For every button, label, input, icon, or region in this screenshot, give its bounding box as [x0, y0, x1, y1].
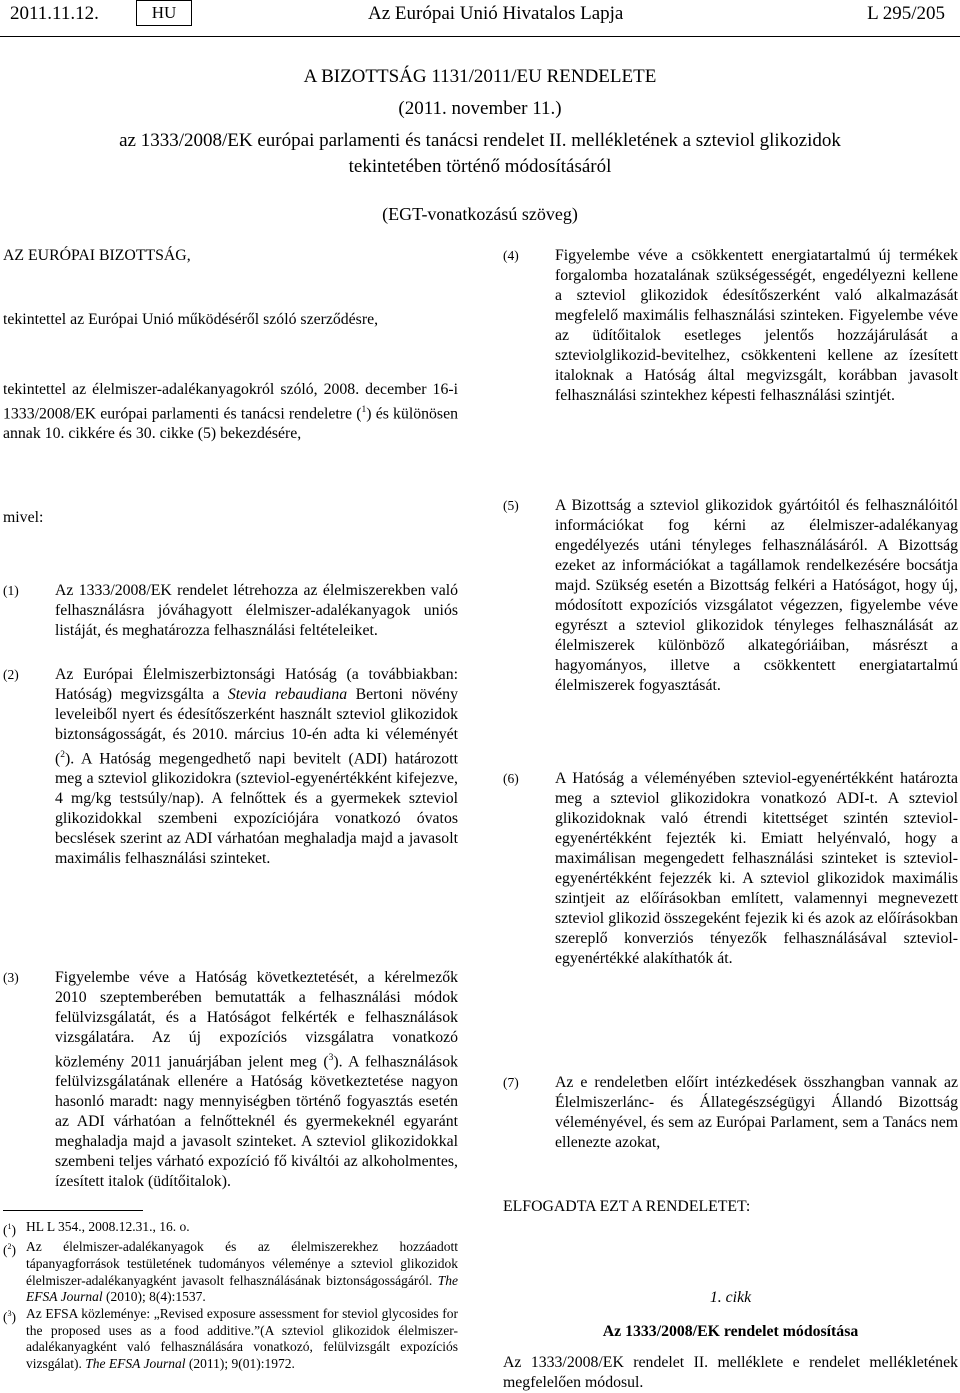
journal-title: The EFSA Journal	[85, 1356, 186, 1372]
language-code-box: HU	[136, 0, 192, 26]
footnote-ref-3: 3	[328, 1053, 334, 1063]
footnote-text-part: Az élelmiszer-adalékanyagok és az élelmiszerekhez hozzáadott tápanyagforrások testületének tudományos véleménye a szteviol glikozidok élelmiszer-adalékanyagként javasolt felhasználásának biztonságosságáról.	[26, 1239, 458, 1288]
title-block	[0, 64, 960, 226]
footnote-marker: ($^1$)	[3, 1222, 17, 1238]
recital-5	[503, 496, 958, 696]
footnote-3	[3, 1306, 458, 1373]
species-name: Stevia rebaudiana	[227, 686, 348, 703]
footnote-number: 2	[7, 1242, 12, 1252]
recital-text	[55, 665, 458, 869]
recital-text-part: Az Európai Élelmiszerbiztonsági Hatóság (a továbbiakban: Hatóság) megvizsgálta a	[55, 666, 458, 703]
journal-name: Az Európai Unió Hivatalos Lapja	[368, 3, 624, 24]
footnote-rule	[3, 1210, 143, 1211]
recital-number: (2)	[3, 667, 19, 682]
commission-heading: AZ EURÓPAI BIZOTTSÁG,	[3, 247, 191, 264]
footnote-text-part: (2010); 8(4):1537.	[102, 1289, 206, 1305]
recital-text: A Bizottság a szteviol glikozidok gyártóitól és felhasználóitól információkat fog kérni az élelmiszer-adalékanyag engedélyezés utáni tényleges felhasználásáról. A Bizottság ezeket az információkat a tagállamok rendelkezésére bocsátja majd. Szükség esetén a Bizottság felkéri a Hatóságot, hogy új, módosított expozíciós vizsgálatot végezzen, figyelembe véve egyrészt a szteviol glikozidok tényleges felhasználását az élelmiszerek különböző alkategóriáiban, másrészt a hagyományos, illetve a csökkentett energiatartalmú élelmiszerek fogyasztását.	[555, 497, 958, 694]
recital-2	[3, 665, 458, 869]
footnote-ref-2: 2	[60, 750, 65, 760]
footnote-text-part: Az EFSA közleménye: „Revised exposure assessment for steviol glycosides for the proposed uses as a food additive.”(A szteviol glikozidok élelmiszer-adalékanyagként való felhasználására vonatkozó, felülvizsgált expozíciós vizsgálat).	[26, 1306, 458, 1372]
recital-number: (5)	[503, 498, 519, 513]
footnote-marker: ($^2$)	[3, 1242, 17, 1258]
eea-relevance: (EGT-vonatkozású szöveg)	[382, 204, 578, 224]
recital-number: (3)	[3, 970, 19, 985]
page-number: L 295/205	[867, 3, 945, 24]
recital-6	[503, 769, 958, 969]
footnote-number: 3	[7, 1309, 12, 1319]
regulation-subject-line-1: az 1333/2008/EK európai parlamenti és tanácsi rendelet II. mellékletének a szteviol glikozidok	[119, 130, 841, 151]
footnotes	[3, 1219, 458, 1373]
recital-text: Az 1333/2008/EK rendelet létrehozza az élelmiszerekben való felhasználásra jóváhagyott élelmiszer-adalékanyagok uniós listáját, és meghatározza felhasználási feltételeiket.	[55, 582, 458, 639]
footnote-text	[26, 1306, 458, 1373]
recital-text-part: ). A felhasználások felülvizsgálatának ellenére a Hatóság következtetése nagyon hasonló maradt: nagy mennyiségben történő fogyasztás esetén az ADI várhatóan a felnőtteknél és gyermekeknél egyaránt meghaladja majd a javasolt szinteket. A szteviol glikozidokkal szembeni teljes várható expozíció fő kiváltói az alkoholmentes, ízesített italok (üdítőitalok).	[55, 1053, 459, 1191]
journal-title: The EFSA Journal	[26, 1272, 458, 1305]
recital-treaty: tekintettel az Európai Unió működéséről szóló szerződésre,	[3, 311, 379, 328]
article-text: Az 1333/2008/EK rendelet II. melléklete e rendelet mellékletének megfelelően módosul.	[503, 1354, 958, 1391]
adoption-formula: ELFOGADTA EZT A RENDELETET:	[503, 1198, 751, 1215]
recital-number: (4)	[503, 248, 519, 263]
footnote-text: HL L 354., 2008.12.31., 16. o.	[26, 1219, 190, 1234]
regulation-title: A BIZOTTSÁG 1131/2011/EU RENDELETE	[303, 66, 657, 87]
recital-text: Figyelembe véve a csökkentett energiatartalmú új termékek forgalomba hozatalának szükségességét, engedélyezni kellene a szteviol glikozidok édesítőszerként való alkalmazását megfelelő maximális felhasználási szinteken. Figyelembe véve az üdítőitalok esetleges jelentős hozzájárulását a szteviolglikozid-bevitelhez, csökkenteni kellene az ízesített italoknak a Hatóság által megvizsgált, korábban javasolt felhasználási szintekhez képesti felhasználási szintjét.	[555, 247, 958, 404]
recital-1	[3, 581, 458, 641]
recital-regulation-text-1: tekintettel az élelmiszer-adalékanyagokról szóló, 2008. december 16-i 1333/2008/EK európai parlamenti és tanácsi rendeletre (	[3, 381, 458, 423]
footnote-ref-1: 1	[361, 405, 367, 415]
recital-text	[55, 968, 458, 1192]
whereas-label: mivel:	[3, 509, 44, 526]
regulation-subject	[0, 128, 960, 180]
footnote-2	[3, 1239, 458, 1306]
recital-regulation-text-2: ) és különösen annak 10. cikkére és 30. cikke (5) bekezdésére,	[3, 405, 458, 443]
publication-date: 2011.11.12.	[10, 3, 99, 24]
recital-text-part: Figyelembe véve a Hatóság következtetését, a kérelmezők 2010 szeptemberében bemutatták a felhasználási módok felülvizsgálatát, és a Hatóságot felkérték e felhasználások vizsgálatára. Az új expozíciós vizsgálatra vonatkozó közlemény 2011 januárjában jelent meg (	[55, 969, 458, 1071]
article-title: Az 1333/2008/EK rendelet módosítása	[602, 1323, 859, 1340]
recital-text: Az e rendeletben előírt intézkedések összhangban vannak az Élelmiszerlánc- és Állategészségügyi Állandó Bizottság véleményével, és sem az Európai Parlament, sem a Tanács nem ellenezte azokat,	[555, 1074, 958, 1151]
recital-7	[503, 1073, 958, 1153]
regulation-subject-line-2: tekintetében történő módosításáról	[348, 156, 612, 177]
recital-number: (7)	[503, 1075, 519, 1090]
header-rule	[0, 36, 960, 37]
recital-regulation	[3, 380, 458, 444]
page-header	[0, 0, 960, 28]
recital-text-part: Bertoni növény leveleiből nyert és édesítőszerként használt szteviol glikozidok biztonságosságát, és 2010. március 10-én adta ki véleményét (	[55, 686, 458, 768]
recital-text-part: ). A Hatóság megengedhető napi bevitelt (ADI) határozott meg a szteviol glikozidokra (szteviol-egyenértékként kifejezve, 4 mg/kg testsúly/nap). A felnőttek és a gyermekek szteviol glikozidokkal szembeni expozíciójára vonatkozó óvatos becslések szerint az ADI várhatóan meghaladja majd a javasolt maximális felhasználási szinteket.	[55, 750, 458, 868]
recital-3	[3, 968, 458, 1192]
recital-number: (1)	[3, 583, 19, 598]
article-number: 1. cikk	[709, 1289, 752, 1306]
footnote-marker: ($^3$)	[3, 1309, 17, 1325]
recital-4	[503, 246, 958, 406]
recital-number: (6)	[503, 771, 519, 786]
footnote-text	[26, 1239, 458, 1306]
footnote-text-part: (2011); 9(01):1972.	[185, 1356, 295, 1372]
regulation-date: (2011. november 11.)	[398, 98, 562, 119]
recital-text: A Hatóság a véleményében szteviol-egyenértékként határozta meg a szteviol glikozidokra vonatkozó ADI-t. A szteviol glikozidoknak való étrendi kitettséget szintén szteviol-egyenértékként fejezték ki. Emiatt helyénvaló, hogy a maximálisan megengedett felhasználási szinteket is szteviol-egyenértékként fejezzék ki. A szteviol glikozidok maximális szintjeit az előírásokban említett, valamennyi megnevezett szteviol glikozid összegeként fejezik ki és azok az előírásokban szereplő konverziós tényezők felhasználásával szteviol-egyenértékké alakíthatók át.	[555, 770, 958, 967]
footnote-1	[3, 1219, 458, 1239]
footnote-number: 1	[7, 1222, 12, 1231]
